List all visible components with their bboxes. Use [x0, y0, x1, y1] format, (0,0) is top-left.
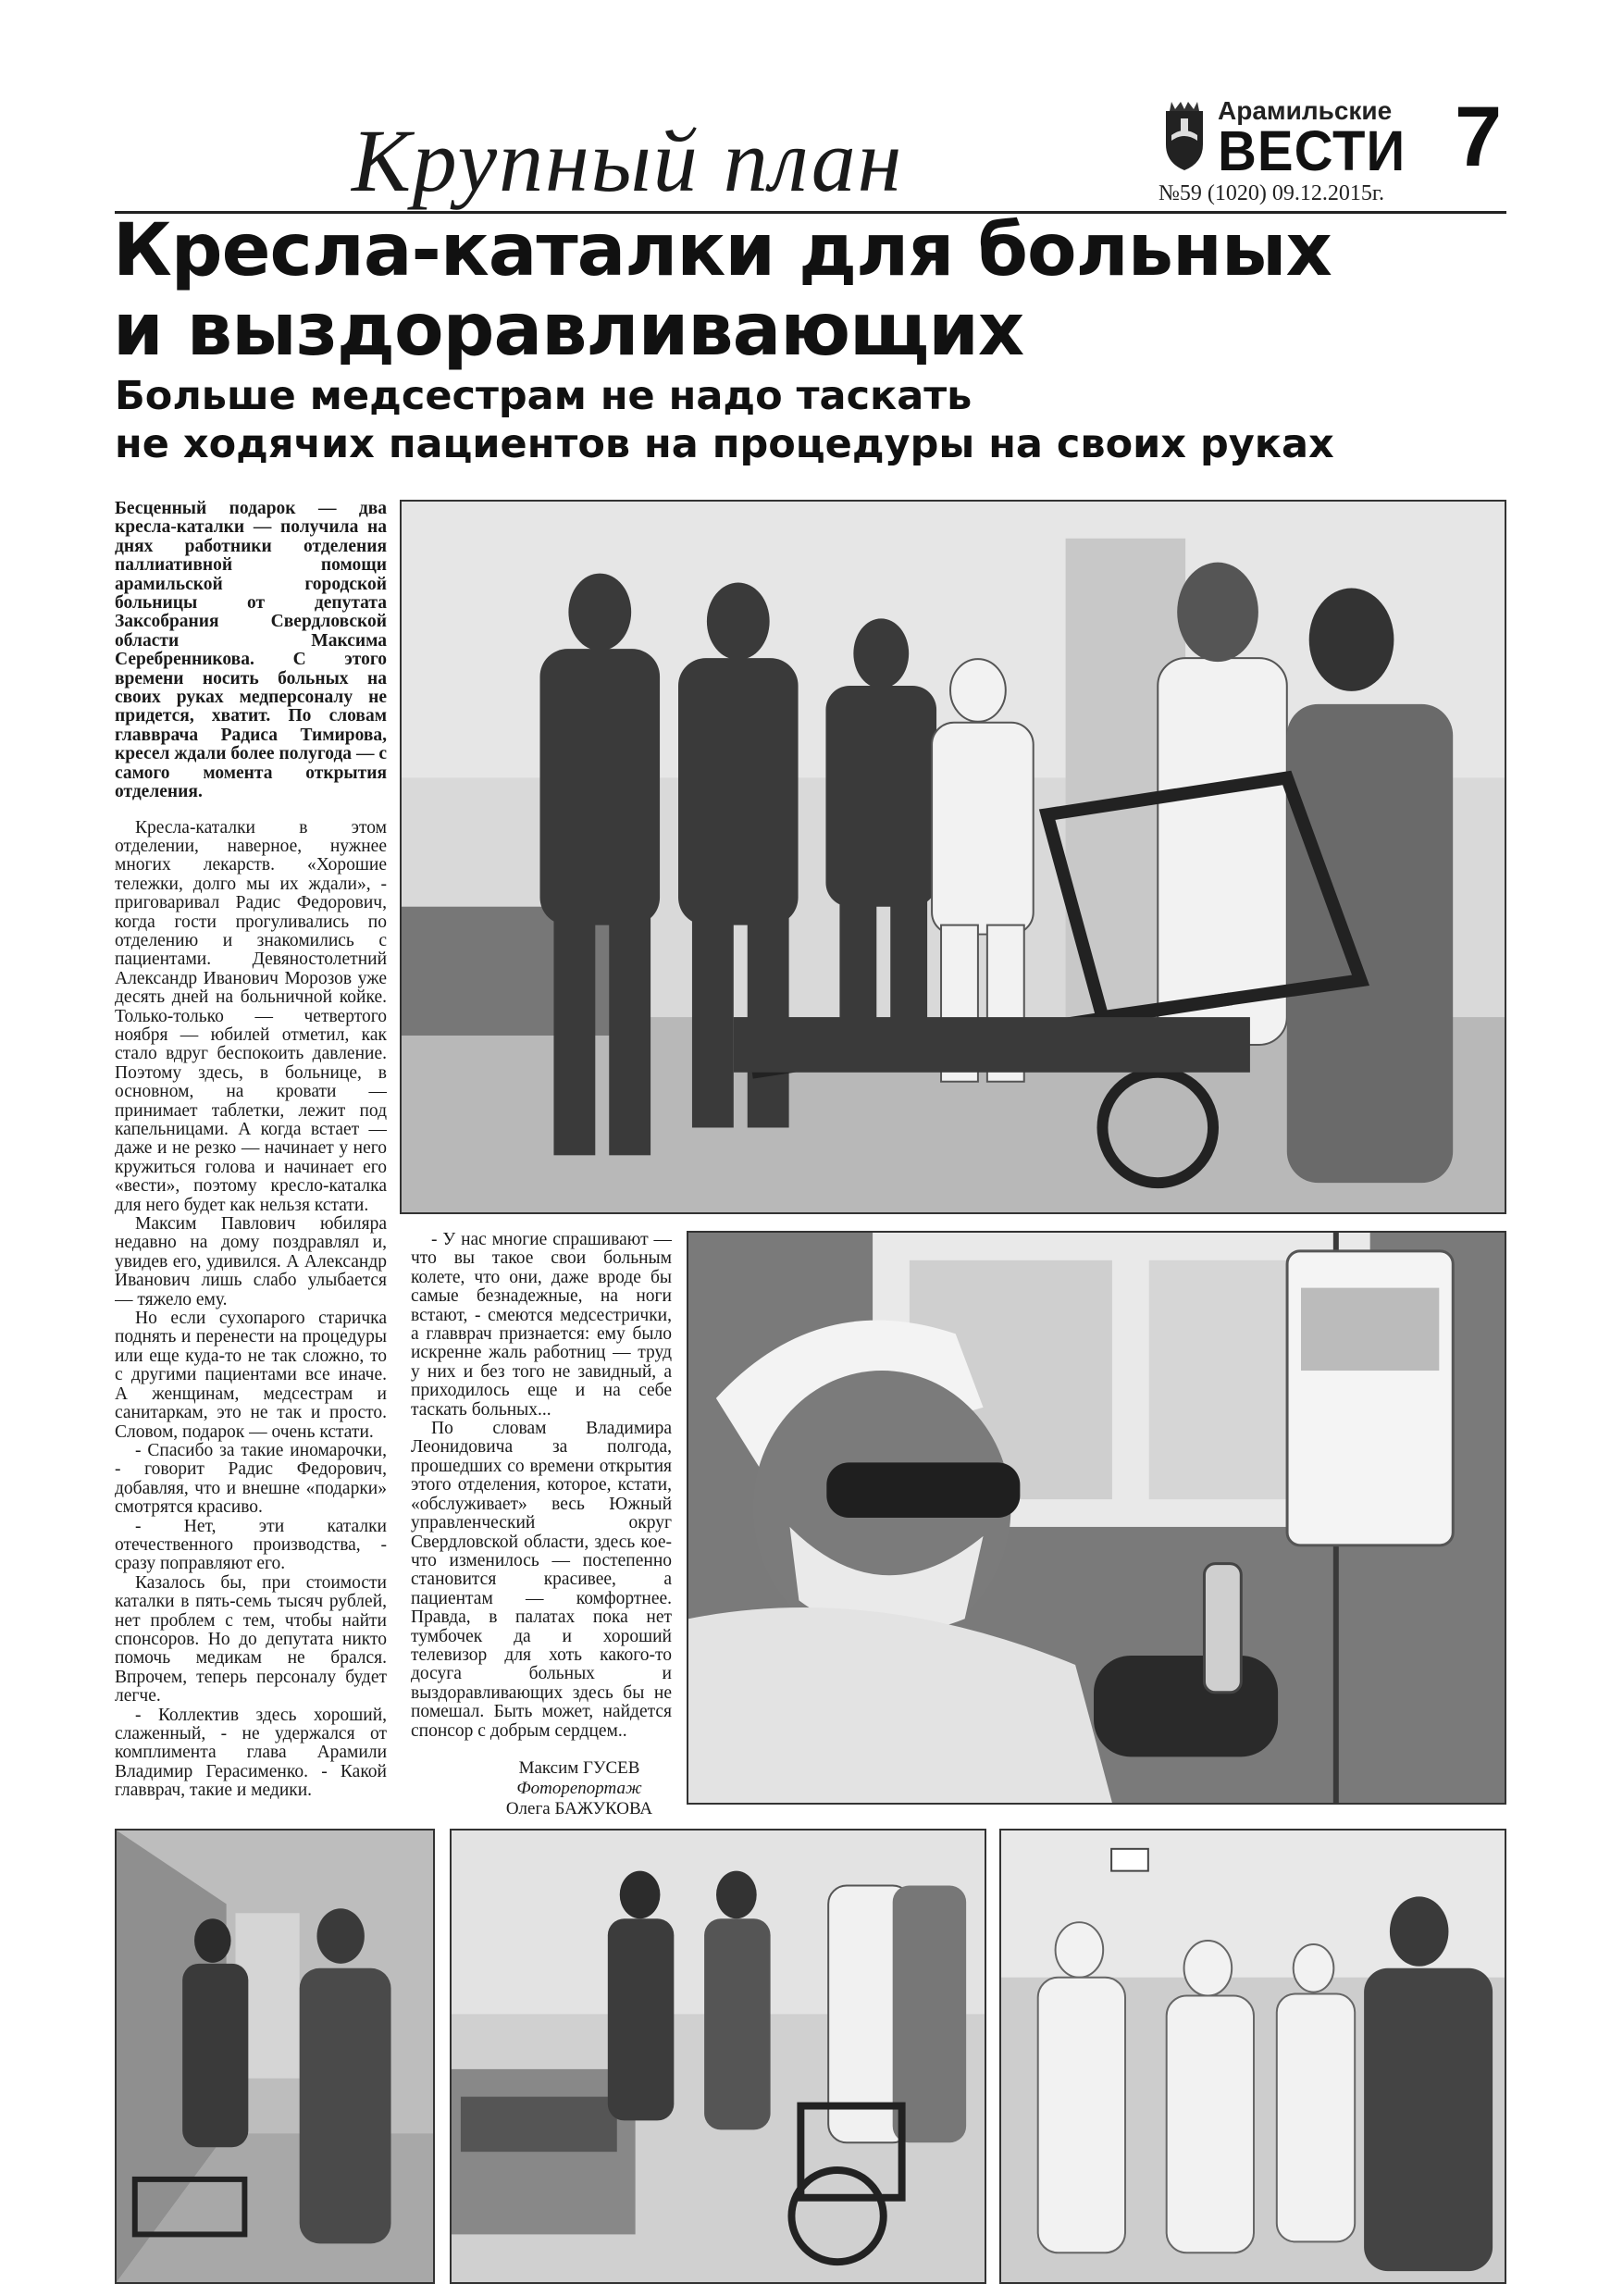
headline-line: и выздоравливающих [113, 289, 1024, 372]
subheadline-line: не ходячих пациентов на процедуры на своих руках [115, 421, 1334, 467]
newspaper-logo [1162, 93, 1468, 194]
photo-nurse-iv [687, 1231, 1506, 1805]
photo-label: Фоторепортаж [516, 1779, 642, 1798]
section-title: Крупный план [352, 111, 904, 210]
photo-staff-group [999, 1829, 1506, 2284]
paragraph: - Коллектив здесь хороший, слаженный, - не удержался от комплимента глава Арамили Владимир Герасименко. - Какой главврач, такие и медики. [115, 1705, 387, 1801]
page-number: 7 [1455, 90, 1503, 184]
headline [113, 211, 1519, 370]
paragraph: Максим Павлович юбиляра недавно на дому поздравлял и, увидев его, удивился. А Александр Иванович лишь слабо улыбается — тяжело ему. [115, 1214, 387, 1309]
photographer-name: Олега БАЖУКОВА [505, 1799, 653, 1818]
photo-ward-patient [450, 1829, 986, 2284]
paragraph: Но если сухопарого старичка поднять и перенести на процедуры или еще куда-то не так сложно, то с другими пациентами все иначе. А женщинам, медсестрам и санитаркам, это не так и просто. Словом, подарок — очень кстати. [115, 1309, 387, 1442]
paragraph: - Нет, эти каталки отечественного производства, - сразу поправляют его. [115, 1516, 387, 1574]
photo-visit-group [400, 500, 1506, 1214]
paragraph: - Спасибо за такие иномарочки, - говорит Радис Федорович, добавляя, что и внешне «подарки» смотрятся красиво. [115, 1440, 387, 1518]
subheadline [115, 372, 1521, 468]
lead-paragraph: Бесценный подарок — два кресла-каталки — получила на днях работники отделения паллиативной помощи арамильской городской больницы от депутата Заксобрания Свердловской области Максима Серебренникова. С этого времени носить больных на своих руках медперсоналу не придется, хватит. По словам главврача Радиса Тимирова, кресел ждали более полугода — с самого момента открытия отделения. [115, 500, 387, 802]
headline-line: Кресла-каталки для больных [113, 209, 1332, 292]
byline [489, 1758, 670, 1819]
paragraph: Кресла-каталки в этом отделении, наверное, нужнее многих лекарств. «Хорошие тележки, долго мы их ждали», - приговаривал Радис Федорович, когда гости прогуливались по отделению и знакомились с пациентами. Девяностолетний Александр Иванович Морозов уже десять дней на больничной койке. Только-только — четвертого ноября — юбилей отметил, как стало вдруг беспокоить давление. Поэтому здесь, в больнице, в основном, на кровати — принимает таблетки, лежит под капельницами. А когда встает — даже и не резко — начинает у него кружиться голова и начинает его «вести», поэтому кресло-каталка для него будет как нельзя кстати. [115, 817, 387, 1215]
coat-of-arms-icon [1162, 98, 1207, 172]
subheadline-line: Больше медсестрам не надо таскать [115, 373, 973, 419]
paragraph: По словам Владимира Леонидовича за полгода, прошедших со времени открытия этого отделения, которое, кстати, «обслуживает» весь Южный управленческий округ Свердловской области, здесь кое-что изменилось — постепенно становится красивее, а пациентам — комфортнее. Правда, в палатах пока нет тумбочек да и хороший телевизор для хоть какого-то досуга больных и выздоравливающих здесь бы не помешал. Быть может, найдется спонсор с добрым сердцем.. [411, 1419, 672, 1741]
paragraph: Казалось бы, при стоимости каталки в пять-семь тысяч рублей, нет проблем с тем, чтобы найти спонсоров. Но до депутата никто помочь медикам не брался. Впрочем, теперь персоналу будет легче. [115, 1572, 387, 1706]
article-column-1 [115, 500, 387, 1814]
photo-corridor [115, 1829, 435, 2284]
logo-title: ВЕСТИ [1218, 119, 1406, 183]
paragraph: - У нас многие спрашивают — что вы такое свои больным колете, что они, даже вроде бы самые безнадежные, на ноги встают, - смеются медсестрички, а главврач признается: ему было искренне жаль работниц — труд у них и без того не завидный, а приходилось еще и на себе таскать больных... [411, 1231, 672, 1420]
author-name: Максим ГУСЕВ [518, 1758, 640, 1778]
logo-subtitle: Арамильские [1218, 96, 1393, 125]
issue-info: №59 (1020) 09.12.2015г. [1158, 181, 1385, 205]
article-column-2 [411, 1231, 672, 1749]
